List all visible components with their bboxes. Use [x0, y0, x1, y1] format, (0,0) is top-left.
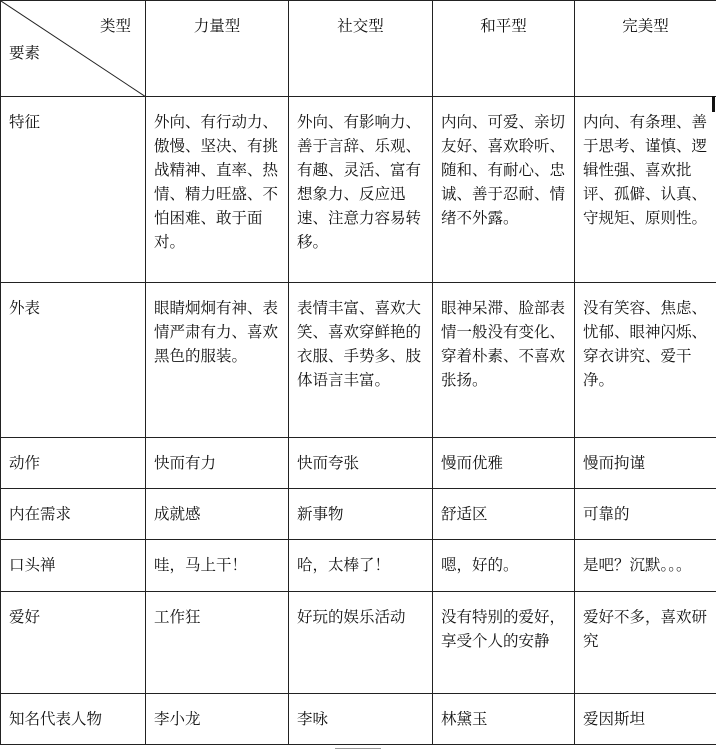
row-label-cell	[1, 489, 146, 540]
row-label: 爱好	[9, 608, 41, 626]
cell-text: 没有笑容、焦虑、忧郁、眼神闪烁、穿衣讲究、爱干净。	[583, 299, 708, 389]
table-cell	[575, 283, 716, 438]
corner-bottom-label: 要素	[9, 44, 41, 62]
column-header	[575, 1, 716, 97]
table-row	[1, 694, 716, 745]
column-header-text: 和平型	[480, 17, 527, 35]
table-cell	[289, 283, 433, 438]
cell-text: 好玩的娱乐活动	[297, 608, 406, 626]
table-cell	[289, 97, 433, 283]
cell-text: 工作狂	[154, 608, 201, 626]
table-cell	[575, 694, 716, 745]
table-cell	[433, 97, 575, 283]
table-cell	[289, 489, 433, 540]
cell-text: 新事物	[297, 505, 344, 523]
cell-text: 眼睛炯炯有神、表情严肃有力、喜欢黑色的服装。	[154, 299, 279, 365]
header-row	[1, 1, 716, 97]
table-cell	[146, 592, 289, 694]
cell-text: 快而有力	[154, 454, 217, 472]
table-row	[1, 540, 716, 592]
cell-text: 表情丰富、喜欢大笑、喜欢穿鲜艳的衣服、手势多、肢体语言丰富。	[297, 299, 422, 389]
cell-text: 是吧？沉默。。。	[583, 556, 692, 574]
table-cell	[575, 97, 716, 283]
cell-text: 成就感	[154, 505, 201, 523]
table-cell	[289, 540, 433, 592]
table-cell	[433, 694, 575, 745]
table-cell	[146, 694, 289, 745]
table-cell	[146, 540, 289, 592]
cell-text: 快而夸张	[297, 454, 360, 472]
row-label: 知名代表人物	[9, 710, 103, 728]
cell-text: 慢而优雅	[441, 454, 504, 472]
table-cell	[575, 540, 716, 592]
column-header-text: 力量型	[193, 17, 241, 35]
column-header-text: 完美型	[622, 17, 669, 35]
table-cell	[146, 97, 289, 283]
cell-text: 李咏	[297, 710, 329, 728]
table-cell	[433, 438, 575, 489]
cell-text: 外向、有影响力、善于言辞、乐观、有趣、灵活、富有想象力、反应迅速、注意力容易转移。	[297, 113, 422, 251]
cell-text: 内向、可爱、亲切友好、喜欢聆听、随和、有耐心、忠诚、善于忍耐、情绪不外露。	[441, 113, 566, 227]
row-label-cell	[1, 592, 146, 694]
cell-text: 爱因斯坦	[583, 710, 646, 728]
table-cell	[289, 694, 433, 745]
table-cell	[146, 489, 289, 540]
corner-cell	[1, 1, 146, 97]
column-header-text: 社交型	[337, 17, 384, 35]
cell-text: 爱好不多，喜欢研究	[583, 608, 708, 650]
row-label-cell	[1, 694, 146, 745]
cell-text: 林黛玉	[441, 710, 488, 728]
bottom-divider	[335, 748, 381, 749]
row-label: 动作	[9, 454, 41, 472]
cell-text: 没有特别的爱好，享受个人的安静	[441, 608, 566, 650]
table-row	[1, 283, 716, 438]
column-header	[433, 1, 575, 97]
cell-text: 内向、有条理、善于思考、谨慎、逻辑性强、喜欢批评、孤僻、认真、守规矩、原则性。	[583, 113, 708, 227]
table-cell	[146, 438, 289, 489]
corner-top-label: 类型	[99, 17, 131, 35]
column-header	[146, 1, 289, 97]
cell-text: 嗯，好的。	[441, 556, 519, 574]
cell-text: 舒适区	[441, 505, 488, 523]
edge-tick-mark	[712, 96, 715, 112]
row-label: 口头禅	[9, 556, 56, 574]
table-row	[1, 97, 716, 283]
row-label-cell	[1, 283, 146, 438]
cell-text: 可靠的	[583, 505, 630, 523]
table-cell	[433, 592, 575, 694]
table-cell	[575, 489, 716, 540]
row-label: 外表	[9, 299, 41, 317]
table-row	[1, 489, 716, 540]
row-label: 特征	[9, 113, 41, 131]
column-header	[289, 1, 433, 97]
table-cell	[575, 438, 716, 489]
table-cell	[146, 283, 289, 438]
cell-text: 眼神呆滞、脸部表情一般没有变化、穿着朴素、不喜欢张扬。	[441, 299, 566, 389]
table-cell	[289, 592, 433, 694]
table-cell	[575, 592, 716, 694]
cell-text: 李小龙	[154, 710, 201, 728]
cell-text: 外向、有行动力、傲慢、坚决、有挑战精神、直率、热情、精力旺盛、不怕困难、敢于面对。	[154, 113, 279, 251]
cell-text: 哇，马上干！	[154, 556, 248, 574]
table-cell	[433, 540, 575, 592]
row-label-cell	[1, 540, 146, 592]
row-label-cell	[1, 97, 146, 283]
table-cell	[289, 438, 433, 489]
row-label: 内在需求	[9, 505, 72, 523]
table-cell	[433, 489, 575, 540]
table-cell	[433, 283, 575, 438]
cell-text: 慢而拘谨	[583, 454, 646, 472]
row-label-cell	[1, 438, 146, 489]
cell-text: 哈，太棒了！	[297, 556, 391, 574]
table-row	[1, 438, 716, 489]
table-row	[1, 592, 716, 694]
